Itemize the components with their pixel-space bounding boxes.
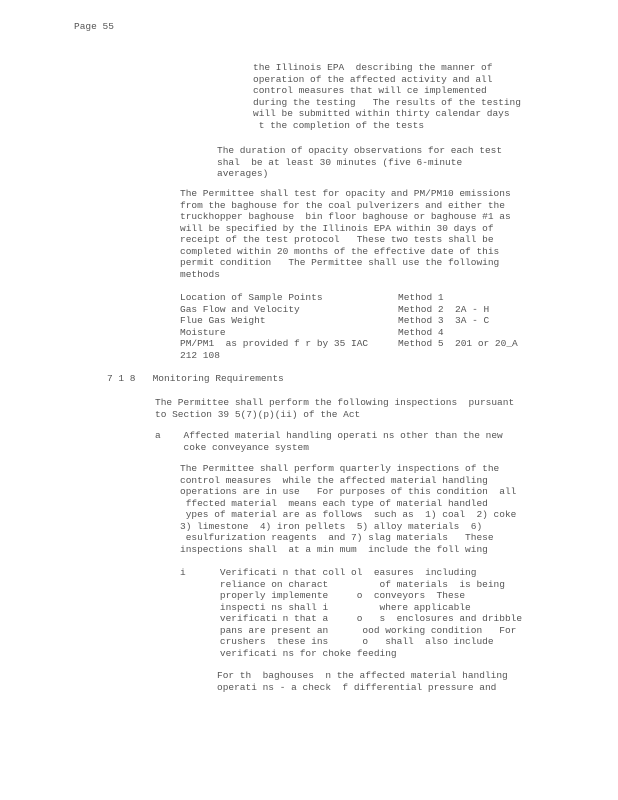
pm-testing-line: from the baghouse for the coal pulverizers and either the [180, 199, 505, 211]
item-i-line: pans are present an ood working condition For [180, 624, 517, 636]
pm-testing-line: permit condition The Permittee shall use the following [180, 257, 500, 268]
test-protocol-tail-line: will be submitted within thirty calendar days [253, 108, 510, 119]
item-i-line: verificati ns for choke feeding [180, 647, 397, 659]
quarterly-inspections-line: ypes of material are as follows such as 1) coal 2) coke [180, 509, 517, 520]
methods-table-method: Method 5 201 or 20_A [398, 338, 518, 349]
methods-table-item: PM/PM1 as provided f r by 35 IAC [180, 338, 369, 349]
quarterly-inspections-line: 3) limestone 4) iron pellets 5) alloy materials 6) [180, 520, 483, 532]
test-protocol-tail-line: during the testing The results of the testing [253, 96, 521, 108]
pm-testing-line: methods [180, 268, 220, 280]
methods-table-method: Method 2 2A - H [398, 303, 490, 315]
item-i-line: i Verificati n that coll ol easures including [180, 567, 477, 578]
methods-table-item: Flue Gas Weight [180, 315, 266, 326]
test-protocol-tail-line: control measures that will ce implemented [253, 85, 487, 96]
pm-testing-line: truckhopper baghouse bin floor baghouse or baghouse #1 as [180, 211, 511, 222]
methods-table-method: Method 1 [398, 292, 444, 303]
quarterly-inspections-line: esulfurization reagents and 7) slag materials These [180, 532, 494, 543]
item-a-heading-line: a Affected material handling operati ns other than the new [155, 430, 503, 441]
item-i-line: inspecti ns shall i where applicable [180, 601, 471, 613]
methods-table-method: Method 4 [398, 326, 444, 338]
baghouses-line: For th baghouses n the affected material handling [217, 670, 508, 681]
quarterly-inspections-line: inspections shall at a min mum include the foll wing [180, 543, 488, 555]
baghouses-line: operati ns - a check f differential pressure and [217, 681, 497, 693]
opacity-duration-line: averages) [217, 168, 269, 179]
quarterly-inspections-line: operations are in use For purposes of this condition all [180, 486, 517, 497]
opacity-duration-line: The duration of opacity observations for each test [217, 145, 503, 156]
methods-table-method: Method 3 3A - C [398, 315, 490, 326]
item-i-line: verificati n that a o s enclosures and dribble [180, 613, 523, 624]
page-number: Page 55 [74, 21, 114, 32]
item-i-line: crushers these ins o shall also include [180, 636, 494, 647]
quarterly-inspections-line: ffected material means each type of material handled [180, 497, 488, 509]
item-i-line: reliance on charact of materials is being [180, 578, 505, 590]
item-a-heading-line: coke conveyance system [155, 441, 309, 453]
test-protocol-tail-line: operation of the affected activity and all [253, 73, 493, 85]
opacity-duration-line: shal be at least 30 minutes (five 6-minute [217, 156, 463, 168]
inspections-intro-line: The Permittee shall perform the following inspections pursuant [155, 397, 515, 408]
pm-testing-line: The Permittee shall test for opacity and PM/PM10 emissions [180, 188, 511, 199]
quarterly-inspections-line: The Permittee shall perform quarterly inspections of the [180, 463, 500, 474]
methods-table-item: 212 108 [180, 349, 220, 361]
pm-testing-line: receipt of the test protocol These two tests shall be [180, 234, 494, 245]
methods-table-item: Moisture [180, 326, 226, 338]
inspections-intro-line: to Section 39 5(7)(p)(ii) of the Act [155, 408, 361, 420]
methods-table-item: Gas Flow and Velocity [180, 303, 300, 315]
quarterly-inspections-line: control measures while the affected material handling [180, 474, 488, 486]
test-protocol-tail-line: the Illinois EPA describing the manner of [253, 62, 493, 73]
section-heading: 7 1 8 Monitoring Requirements [107, 373, 284, 384]
methods-table-item: Location of Sample Points [180, 292, 323, 303]
item-i-line: properly implemente o conveyors These [180, 590, 466, 601]
test-protocol-tail-line: t the completion of the tests [253, 119, 425, 131]
pm-testing-line: completed within 20 months of the effective date of this [180, 245, 500, 257]
pm-testing-line: will be specified by the Illinois EPA within 30 days of [180, 222, 494, 234]
